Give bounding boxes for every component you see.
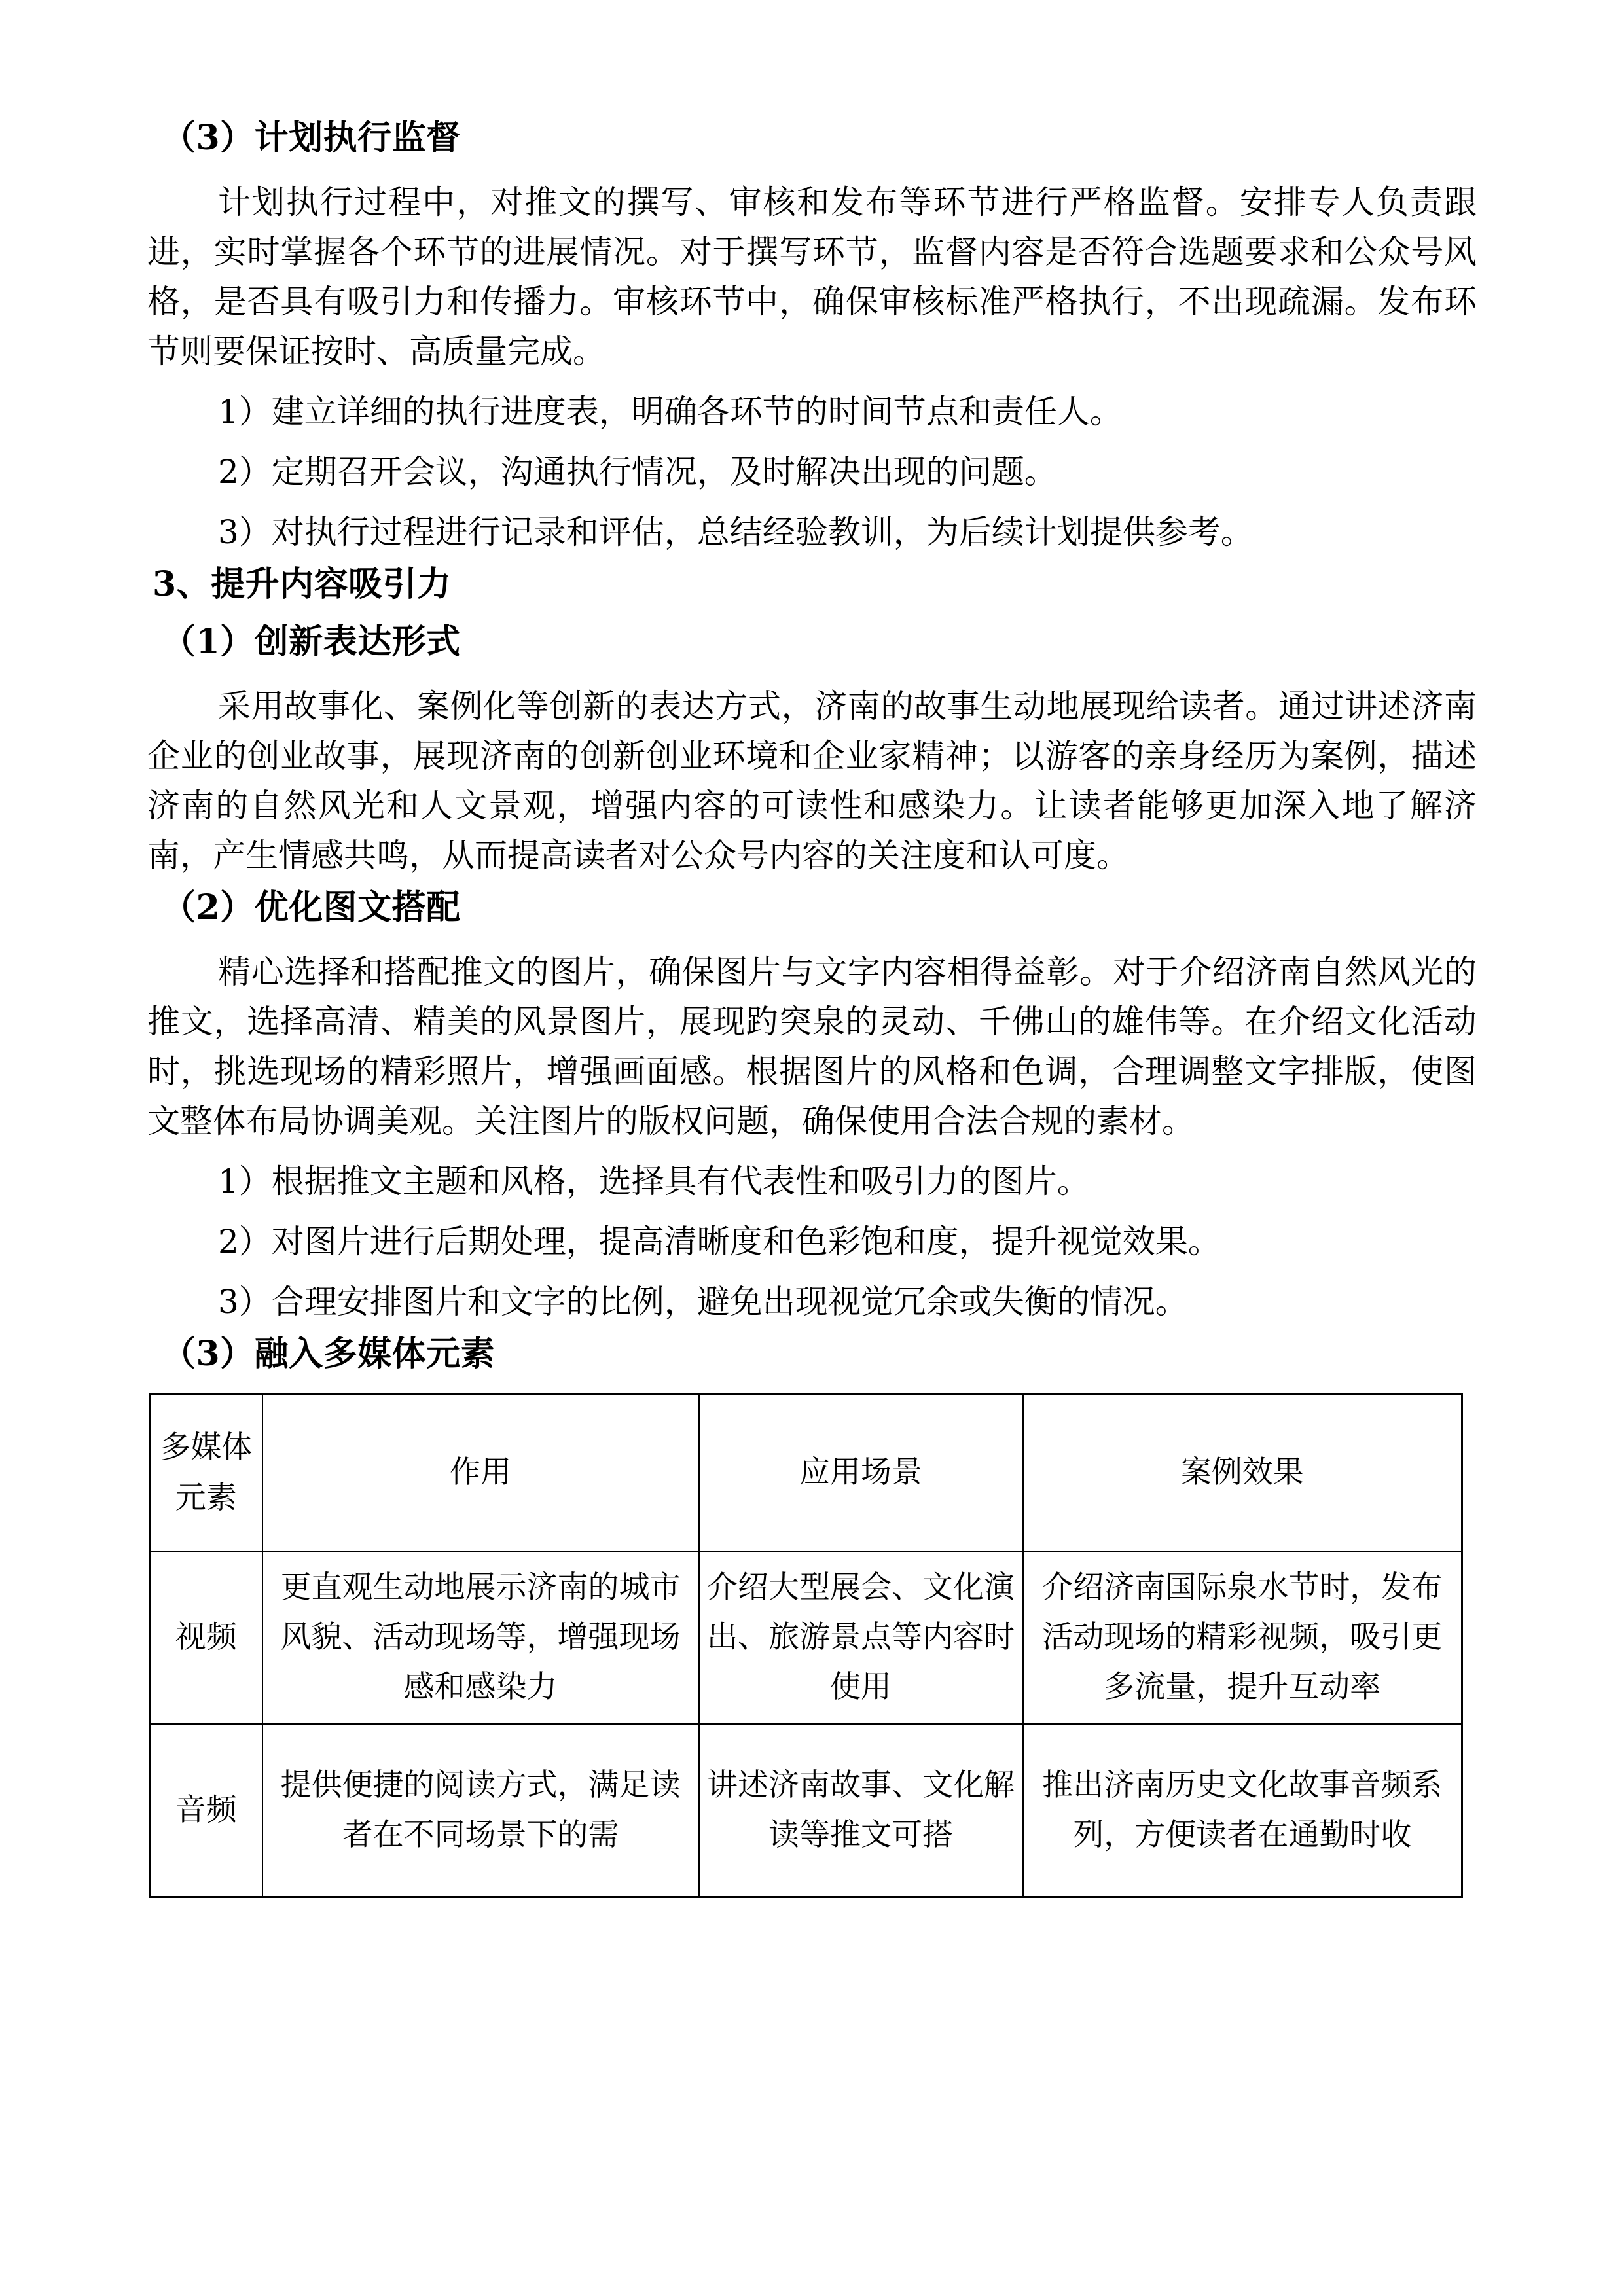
table-cell-scenario-audio: 讲述济南故事、文化解读等推文可搭 — [699, 1724, 1023, 1897]
list-item-image-text-1: 1）根据推文主题和风格，选择具有代表性和吸引力的图片。 — [218, 1162, 1090, 1200]
paragraph-optimize-image-text: 精心选择和搭配推文的图片，确保图片与文字内容相得益彰。对于介绍济南自然风光的推文，选择高清、精美的风景图片，展现趵突泉的灵动、千佛山的雄伟等。在介绍文化活动时，挑选现场的精彩照片，增强画面感。根据图片的风格和色调，合理调整文字排版，使图文整体布局协调美观。关注图片的版权问题，确保使用合法合规的素材。 — [147, 953, 1477, 1140]
table-cell-element-video: 视频 — [150, 1551, 262, 1724]
table-header-element: 多媒体元素 — [150, 1395, 262, 1552]
table-header-scenario: 应用场景 — [699, 1395, 1023, 1552]
list-item-image-text-3: 3）合理安排图片和文字的比例，避免出现视觉冗余或失衡的情况。 — [218, 1283, 1188, 1321]
document-body — [147, 118, 1477, 1898]
table-cell-effect-video: 介绍济南国际泉水节时，发布活动现场的精彩视频，吸引更多流量，提升互动率 — [1023, 1551, 1462, 1724]
heading-innovative-expression: （1）创新表达形式 — [162, 622, 461, 662]
table-row — [150, 1724, 1462, 1897]
table-header-role: 作用 — [262, 1395, 699, 1552]
table-cell-role-audio: 提供便捷的阅读方式，满足读者在不同场景下的需 — [262, 1724, 699, 1897]
table-cell-effect-audio: 推出济南历史文化故事音频系列，方便读者在通勤时收 — [1023, 1724, 1462, 1897]
paragraph-innovative-expression: 采用故事化、案例化等创新的表达方式，济南的故事生动地展现给读者。通过讲述济南企业的创业故事，展现济南的创新创业环境和企业家精神；以游客的亲身经历为案例，描述济南的自然风光和人文景观，增强内容的可读性和感染力。让读者能够更加深入地了解济南，产生情感共鸣，从而提高读者对公众号内容的关注度和认可度。 — [147, 687, 1477, 874]
paragraph-plan-execution-supervision: 计划执行过程中，对推文的撰写、审核和发布等环节进行严格监督。安排专人负责跟进，实时掌握各个环节的进展情况。对于撰写环节，监督内容是否符合选题要求和公众号风格，是否具有吸引力和传播力。审核环节中，确保审核标准严格执行，不出现疏漏。发布环节则要保证按时、高质量完成。 — [147, 183, 1477, 370]
table-header-effect: 案例效果 — [1023, 1395, 1462, 1552]
list-item-image-text-2: 2）对图片进行后期处理，提高清晰度和色彩饱和度，提升视觉效果。 — [218, 1223, 1221, 1261]
list-item-supervision-1: 1）建立详细的执行进度表，明确各环节的时间节点和责任人。 — [218, 393, 1123, 431]
table-cell-role-video: 更直观生动地展示济南的城市风貌、活动现场等，增强现场感和感染力 — [262, 1551, 699, 1724]
list-item-supervision-2: 2）定期召开会议，沟通执行情况，及时解决出现的问题。 — [218, 453, 1057, 491]
heading-improve-content-attractiveness: 3、提升内容吸引力 — [153, 564, 452, 604]
table-header-row — [150, 1395, 1462, 1552]
heading-plan-execution-supervision: （3）计划执行监督 — [162, 118, 461, 158]
heading-multimedia-elements: （3）融入多媒体元素 — [162, 1334, 496, 1374]
table-row — [150, 1551, 1462, 1724]
table-cell-element-audio: 音频 — [150, 1724, 262, 1897]
list-item-supervision-3: 3）对执行过程进行记录和评估，总结经验教训，为后续计划提供参考。 — [218, 513, 1254, 551]
table-cell-scenario-video: 介绍大型展会、文化演出、旅游景点等内容时使用 — [699, 1551, 1023, 1724]
multimedia-table-wrapper — [147, 1393, 1477, 1898]
multimedia-table — [149, 1393, 1463, 1898]
heading-optimize-image-text: （2）优化图文搭配 — [162, 888, 461, 927]
